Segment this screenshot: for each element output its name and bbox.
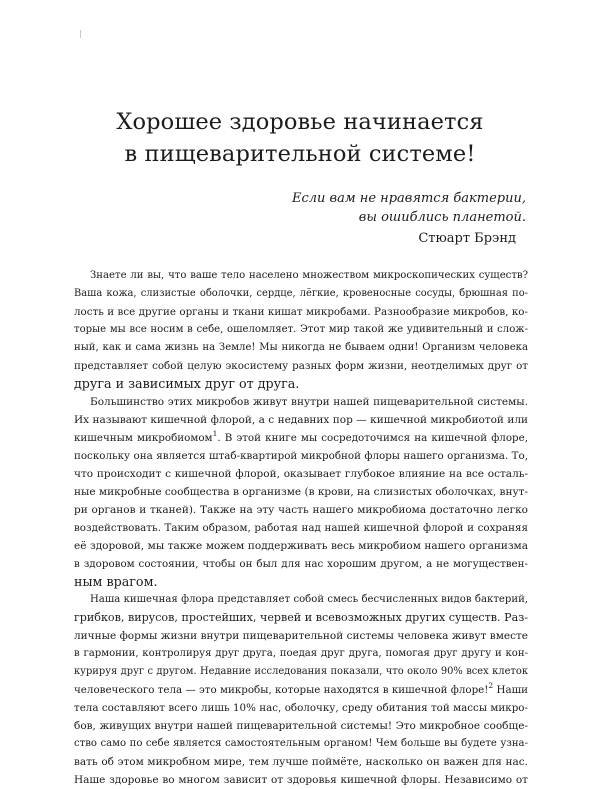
epigraph [292,189,526,248]
text-line: курируя друг с другом. Недавние исследования показали, что около 90% всех клеток [74,666,528,677]
chapter-title [0,106,600,170]
epigraph-author: Стюарт Брэнд [418,231,516,246]
text-fragment: человеческого тела — это микробы, которые находятся в кишечной флоре! [74,684,489,696]
text-fragment: . В этой книге мы сосредоточимся на кишечной флоре, [217,432,528,444]
text-line: представляет собой целую экосистему разных форм жизни, неотделимых друг от [74,360,528,372]
footnote-ref-2[interactable]: 2 [488,681,494,690]
text-line: Их называют кишечной флорой, а с недавних пор — кишечной микробиотой или [74,414,528,426]
text-line: ные микробные сообщества в организме (в крови, на слизистых оболочках, внут- [74,486,528,498]
text-line: Наша кишечная флора представляет собой смесь бесчисленных видов бактерий, [90,594,528,605]
text-line: грибков, вирусов, простейших, червей и всевозможных других существ. Раз- [74,611,528,624]
text-line [74,681,528,699]
text-line: Знаете ли вы, что ваше тело населено множеством микроскопических существ? [90,270,528,281]
text-line: в гармонии, контролируя друг друга, поедая друг друга, помогая друг другу и кон- [74,648,528,659]
text-fragment: Наши [493,684,529,696]
text-fragment: кишечным микробиомом [74,432,213,444]
text-line: личные формы жизни внутри пищеварительной системы человека живут вместе [74,630,528,642]
body-text [74,267,528,789]
text-line: бов, живущих внутри нашей пищеварительной системы! Это микробное сообще- [74,720,528,732]
text-line: друга и зависимых друг от друга. [74,376,300,391]
text-line: поскольку она является штаб-квартирой микробной флоры нашего организма. То, [74,450,528,462]
text-line: торые мы все носим в себе, ошеломляет. Этот мир такой же удивительный и слож- [74,324,528,335]
text-line: ный, как и сама жизнь на Земле! Мы никогда не бываем одни! Организм человека [74,342,528,353]
chapter-title-line-1: Хорошее здоровье начинается [116,109,484,135]
page-edge-mark [80,30,81,38]
text-line: ство само по себе является самостоятельным органом! Чем больше вы будете узна- [74,738,528,749]
text-line: ным врагом. [74,574,158,589]
text-line: вать об этом микробном мире, тем лучше поймёте, насколько он важен для нас. [74,756,528,768]
text-line: в здоровом состоянии, чтобы он был для нас хорошим другом, а не могуществен- [74,558,528,570]
text-line [74,429,528,447]
epigraph-quote-line-2: вы ошиблись планетой. [358,210,526,225]
text-line: лость и все другие органы и ткани кишат микробами. Разнообразие микробов, ко- [74,306,528,318]
chapter-title-line-2: в пищеварительной системе! [124,141,476,167]
text-line: Ваша кожа, слизистые оболочки, сердце, лёгкие, кровеносные сосуды, брюшная по- [74,288,528,299]
text-line: что происходит с кишечной флорой, оказывает глубокое влияние на все осталь- [74,468,528,480]
text-line: воздействовать. Таким образом, работая над нашей кишечной флорой и сохраняя [74,522,528,534]
text-line: Большинство этих микробов живут внутри нашей пищеварительной системы. [90,396,528,408]
text-line: её здоровой, мы также можем поддерживать весь микробиом нашего организма [74,540,528,552]
text-line: ри органов и тканей). Также на эту часть нашего микробиома достаточно легко [74,504,528,516]
text-line: тела составляют всего лишь 10% нас, оболочку, среду обитания той массы микро- [74,702,528,714]
epigraph-quote-line-1: Если вам не нравятся бактерии, [292,191,526,206]
footnote-ref-1[interactable]: 1 [212,429,218,438]
text-line: Наше здоровье во многом зависит от здоровья кишечной флоры. Независимо от [74,774,528,786]
